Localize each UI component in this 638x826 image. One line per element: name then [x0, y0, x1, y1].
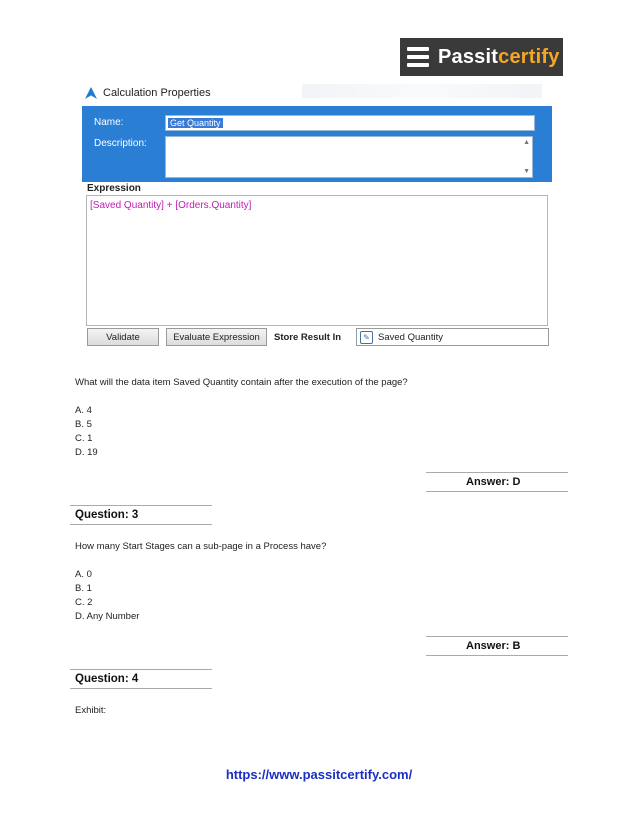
question-4-heading: Question: 4: [70, 669, 212, 689]
store-result-value: Saved Quantity: [378, 331, 443, 343]
description-label: Description:: [94, 138, 147, 149]
question-3-option-c: C. 2: [75, 597, 93, 608]
brand-name: Passitcertify: [438, 45, 560, 68]
store-result-field[interactable]: [356, 328, 549, 346]
question-3-option-b: B. 1: [75, 583, 92, 594]
properties-panel: [82, 106, 552, 266]
question-2-answer: Answer: D: [426, 472, 568, 492]
menu-icon: [407, 47, 429, 67]
dialog-actions: [82, 328, 552, 348]
question-2-option-b: B. 5: [75, 419, 92, 430]
question-3-option-a: A. 0: [75, 569, 92, 580]
question-3-heading: Question: 3: [70, 505, 212, 525]
calculation-icon: [85, 87, 97, 99]
footer-link[interactable]: https://www.passitcertify.com/: [225, 767, 413, 782]
question-3-option-d: D. Any Number: [75, 611, 140, 622]
question-2-option-d: D. 19: [75, 447, 98, 458]
question-3-answer: Answer: B: [426, 636, 568, 656]
name-label: Name:: [94, 117, 124, 128]
question-2-text: What will the data item Saved Quantity contain after the execution of the page?: [75, 377, 408, 388]
scroll-down-icon[interactable]: ▼: [523, 168, 530, 175]
titlebar-blur: [302, 84, 542, 98]
dialog-title: Calculation Properties: [103, 87, 211, 99]
store-result-label: Store Result In: [274, 332, 342, 343]
expression-area: [82, 182, 552, 266]
question-4-text: Exhibit:: [75, 705, 107, 716]
description-input[interactable]: [165, 136, 533, 178]
question-2-option-a: A. 4: [75, 405, 92, 416]
brand-logo[interactable]: [400, 38, 563, 76]
evaluate-expression-button[interactable]: Evaluate Expression: [166, 328, 267, 346]
question-3-text: How many Start Stages can a sub-page in a Process have?: [75, 541, 327, 552]
scroll-up-icon[interactable]: ▲: [523, 139, 530, 146]
data-item-icon: ✎: [360, 331, 373, 344]
calculation-properties-dialog: [82, 82, 552, 350]
validate-button[interactable]: Validate: [87, 328, 159, 346]
expression-editor[interactable]: [Saved Quantity] + [Orders.Quantity]: [86, 195, 548, 326]
name-input[interactable]: Get Quantity: [165, 115, 535, 131]
expression-label: Expression: [87, 183, 141, 194]
question-2-option-c: C. 1: [75, 433, 93, 444]
